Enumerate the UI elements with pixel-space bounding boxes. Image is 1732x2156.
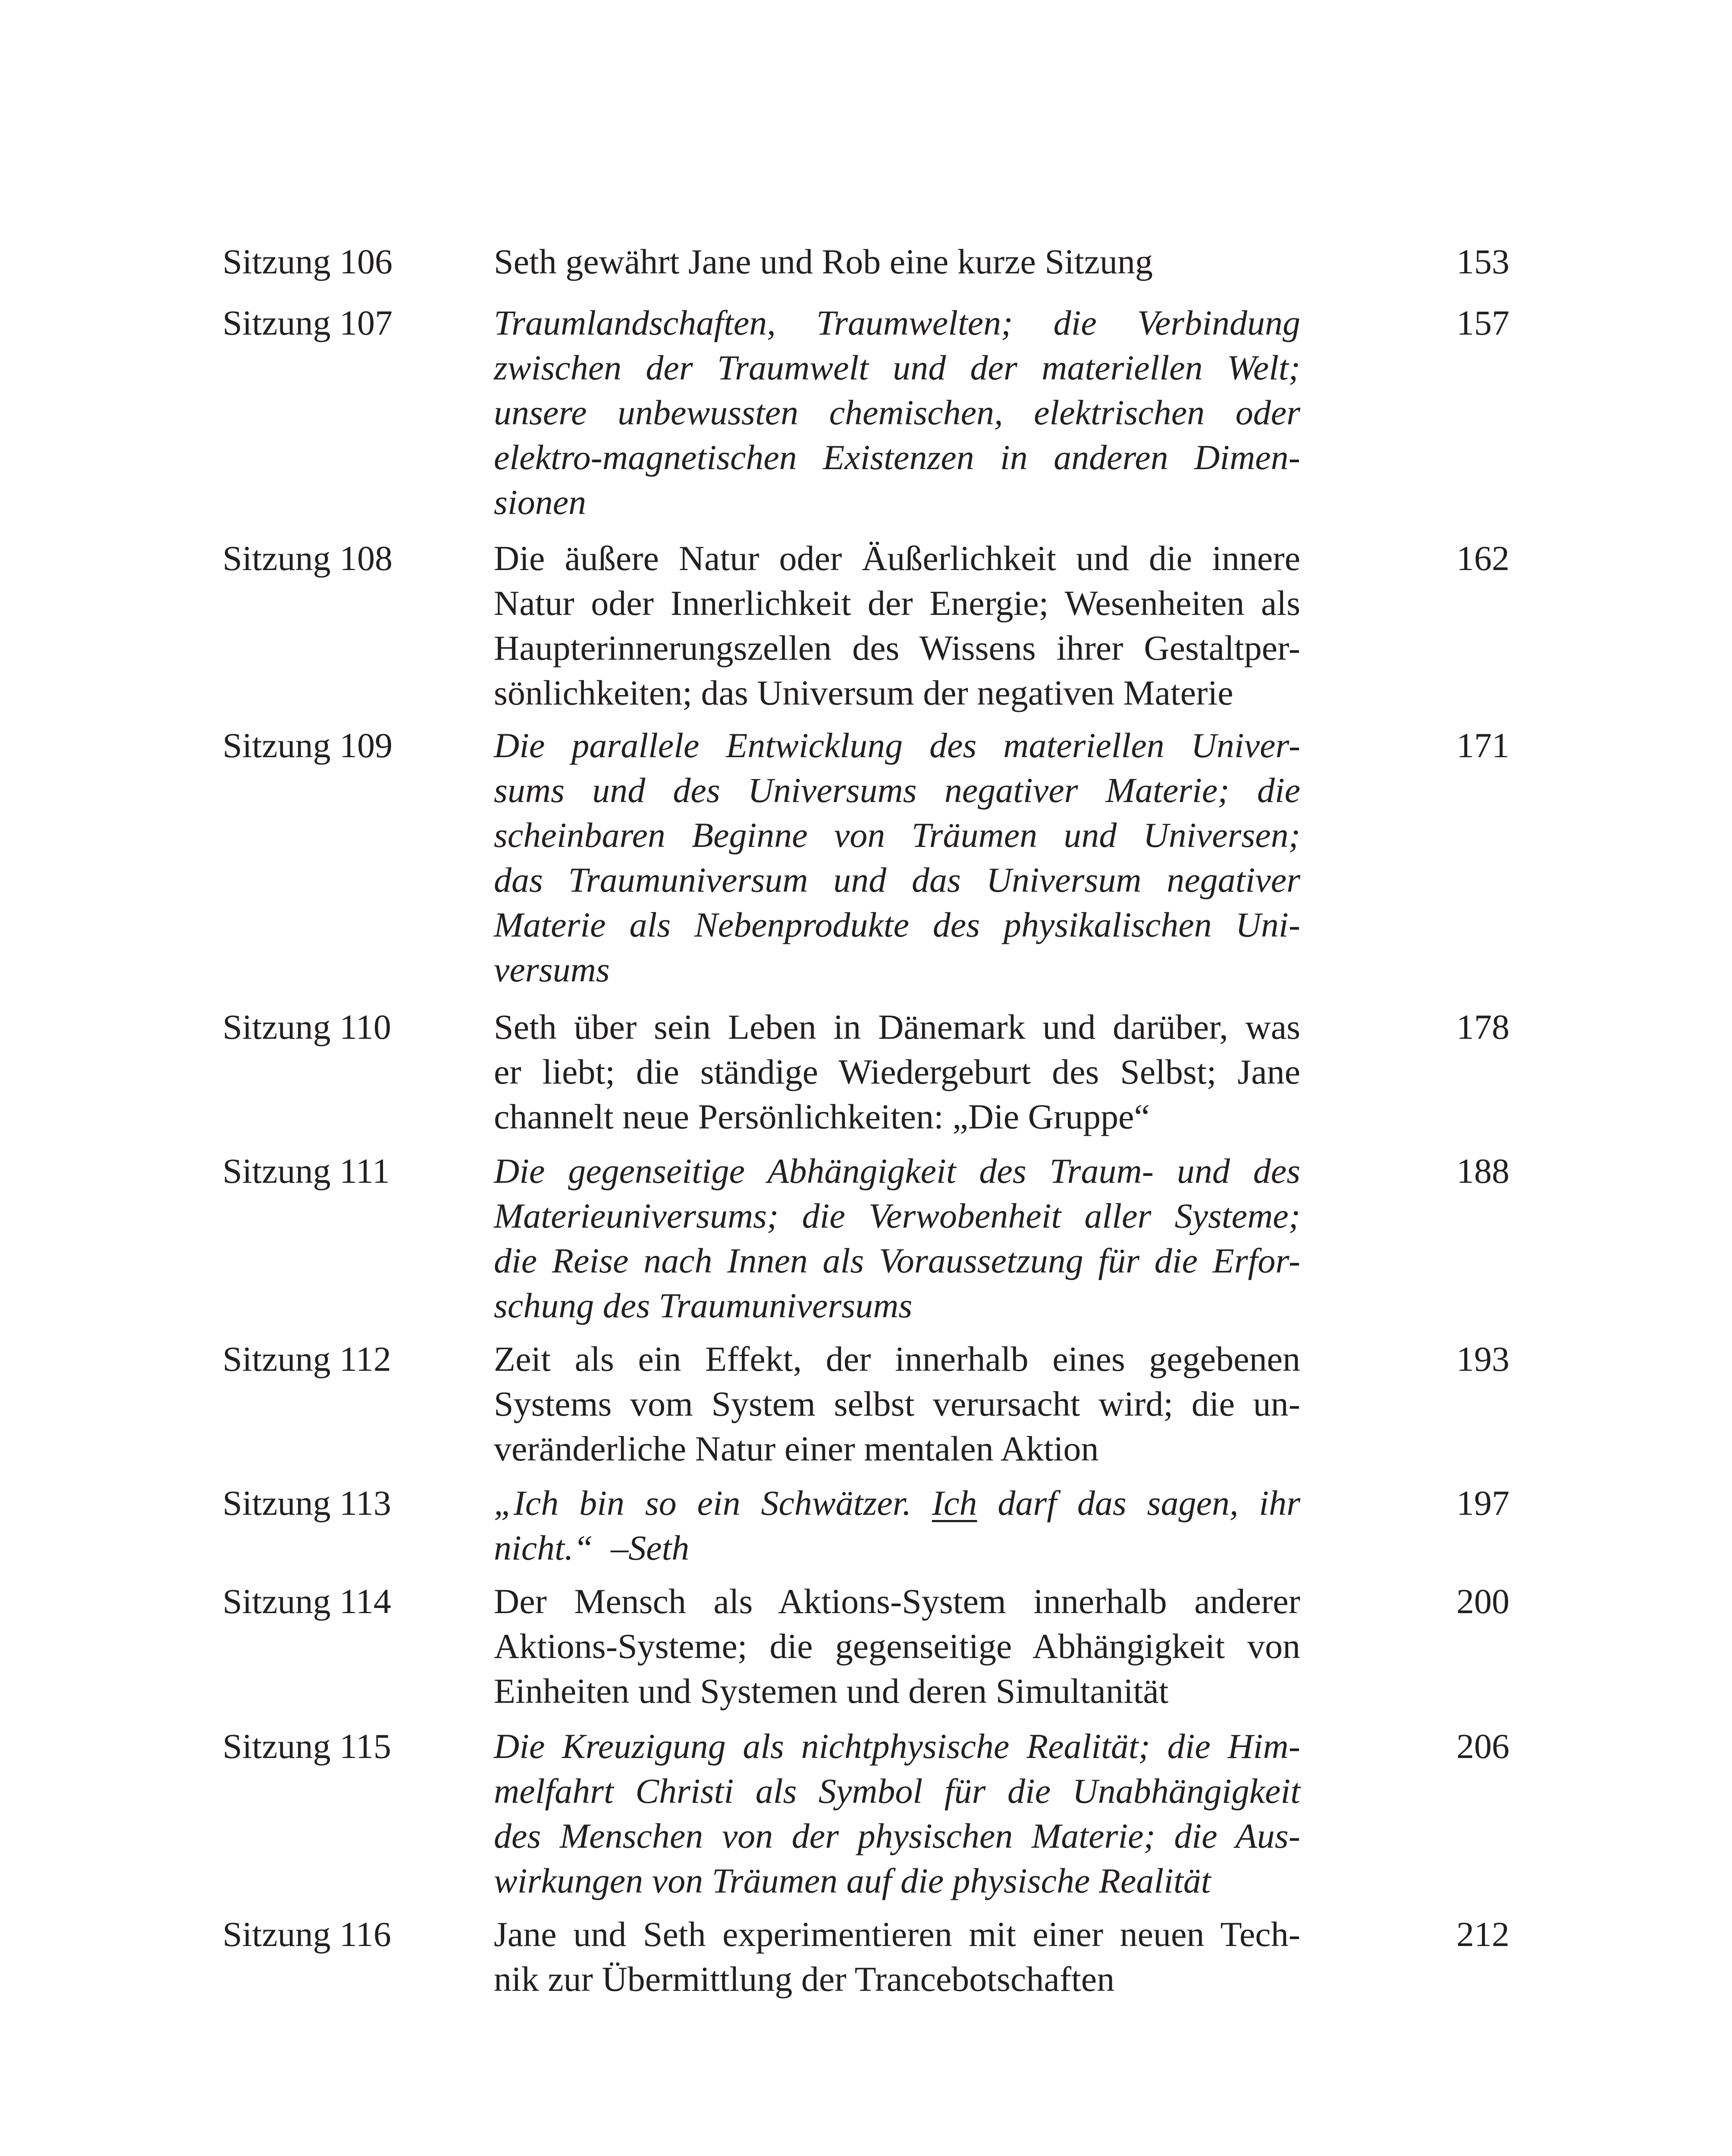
description-line: Der Mensch als Aktions-System innerhalb anderer [494,1582,1300,1621]
entry-description [494,239,1300,284]
description-line: Aktions-Systeme; die gegenseitige Abhängigkeit von [494,1626,1300,1666]
description-line: Die Kreuzigung als nichtphysische Realität; die Him- [494,1727,1300,1766]
description-line: Die gegenseitige Abhängigkeit des Traum- und des [494,1151,1300,1191]
session-label: Sitzung 116 [223,1915,392,1954]
description-line: nik zur Übermittlung der Trancebotschaften [494,1959,1115,1999]
session-label: Sitzung 111 [223,1151,390,1191]
entry-description [494,1149,1300,1328]
description-line: Natur oder Innerlichkeit der Energie; Wesenheiten als [494,583,1300,623]
page-number: 162 [1456,539,1509,578]
description-line: scheinbaren Beginne von Träumen und Universen; [494,815,1300,855]
underlined-word: Ich [932,1483,977,1523]
page-number: 178 [1456,1007,1509,1047]
page-number: 157 [1456,303,1509,342]
description-line: Zeit als ein Effekt, der innerhalb eines gegebenen [494,1339,1300,1379]
description-line: channelt neue Persönlichkeiten: „Die Gruppe“ [494,1097,1150,1136]
description-line: Die parallele Entwicklung des materiellen Univer- [494,726,1300,765]
session-label: Sitzung 107 [223,303,393,342]
description-line: melfahrt Christi als Symbol für die Unabhängigkeit [494,1771,1300,1811]
session-label: Sitzung 110 [223,1007,392,1047]
session-label: Sitzung 109 [223,726,393,765]
description-line [494,1481,1300,1526]
description-line: Traumlandschaften, Traumwelten; die Verbindung [494,303,1300,342]
entry-description [494,1579,1300,1714]
entry-description [494,723,1300,992]
entry-description [494,536,1300,715]
entry-description [494,1481,1300,1570]
session-label: Sitzung 106 [223,242,393,281]
description-line: Jane und Seth experimentieren mit einer neuen Tech- [494,1915,1300,1954]
quote-text-before: „Ich bin so ein Schwätzer. [494,1483,932,1523]
description-line: sönlichkeiten; das Universum der negativen Materie [494,673,1233,712]
description-line: Systems vom System selbst verursacht wird; die un- [494,1384,1300,1423]
description-line: des Menschen von der physischen Materie; die Aus- [494,1816,1300,1855]
description-line: unsere unbewussten chemischen, elektrischen oder [494,393,1300,432]
entry-description [494,1337,1300,1471]
entry-description [494,301,1300,525]
description-line: Materie als Nebenprodukte des physikalischen Uni- [494,905,1300,944]
description-line: Haupterinnerungszellen des Wissens ihrer Gestaltper- [494,628,1300,667]
session-label: Sitzung 115 [223,1727,392,1766]
session-label: Sitzung 114 [223,1582,392,1621]
description-line: wirkungen von Träumen auf die physische Realität [494,1861,1211,1900]
description-line: zwischen der Traumwelt und der materiellen Welt; [494,348,1300,387]
description-line: sionen [494,483,587,522]
session-label: Sitzung 113 [223,1483,392,1523]
page-number: 193 [1456,1339,1509,1379]
page-number: 153 [1456,242,1509,281]
description-line: Einheiten und Systemen und deren Simultanität [494,1671,1169,1711]
quote-text-after: darf das sagen, ihr [977,1483,1301,1523]
description-line: veränderliche Natur einer mentalen Aktion [494,1429,1099,1468]
description-line: Seth über sein Leben in Dänemark und darüber, was [494,1007,1300,1047]
description-line: versums [494,950,610,989]
page-number: 200 [1456,1582,1509,1621]
description-line: er liebt; die ständige Wiedergeburt des Selbst; Jane [494,1052,1300,1091]
description-line: schung des Traumuniversums [494,1286,913,1325]
quote-attribution-line: nicht.“ –Seth [494,1528,690,1567]
description-line: sums und des Universums negativer Materie; die [494,771,1300,810]
page-number: 171 [1456,726,1509,765]
page-number: 188 [1456,1151,1509,1191]
entry-description [494,1912,1300,2002]
description-line: Die äußere Natur oder Äußerlichkeit und die innere [494,539,1300,578]
description-line: Materieuniversums; die Verwobenheit aller Systeme; [494,1196,1300,1235]
page-number: 212 [1456,1915,1509,1954]
description-line: elektro-magnetischen Existenzen in anderen Dimen- [494,438,1300,477]
description-line: die Reise nach Innen als Voraussetzung für die Erfor- [494,1241,1300,1280]
page-number: 197 [1456,1483,1509,1523]
session-label: Sitzung 108 [223,539,393,578]
page-number: 206 [1456,1727,1509,1766]
session-label: Sitzung 112 [223,1339,392,1379]
description-line: Seth gewährt Jane und Rob eine kurze Sitzung [494,242,1153,281]
entry-description [494,1724,1300,1903]
entry-description [494,1005,1300,1139]
description-line: das Traumuniversum und das Universum negativer [494,860,1300,899]
